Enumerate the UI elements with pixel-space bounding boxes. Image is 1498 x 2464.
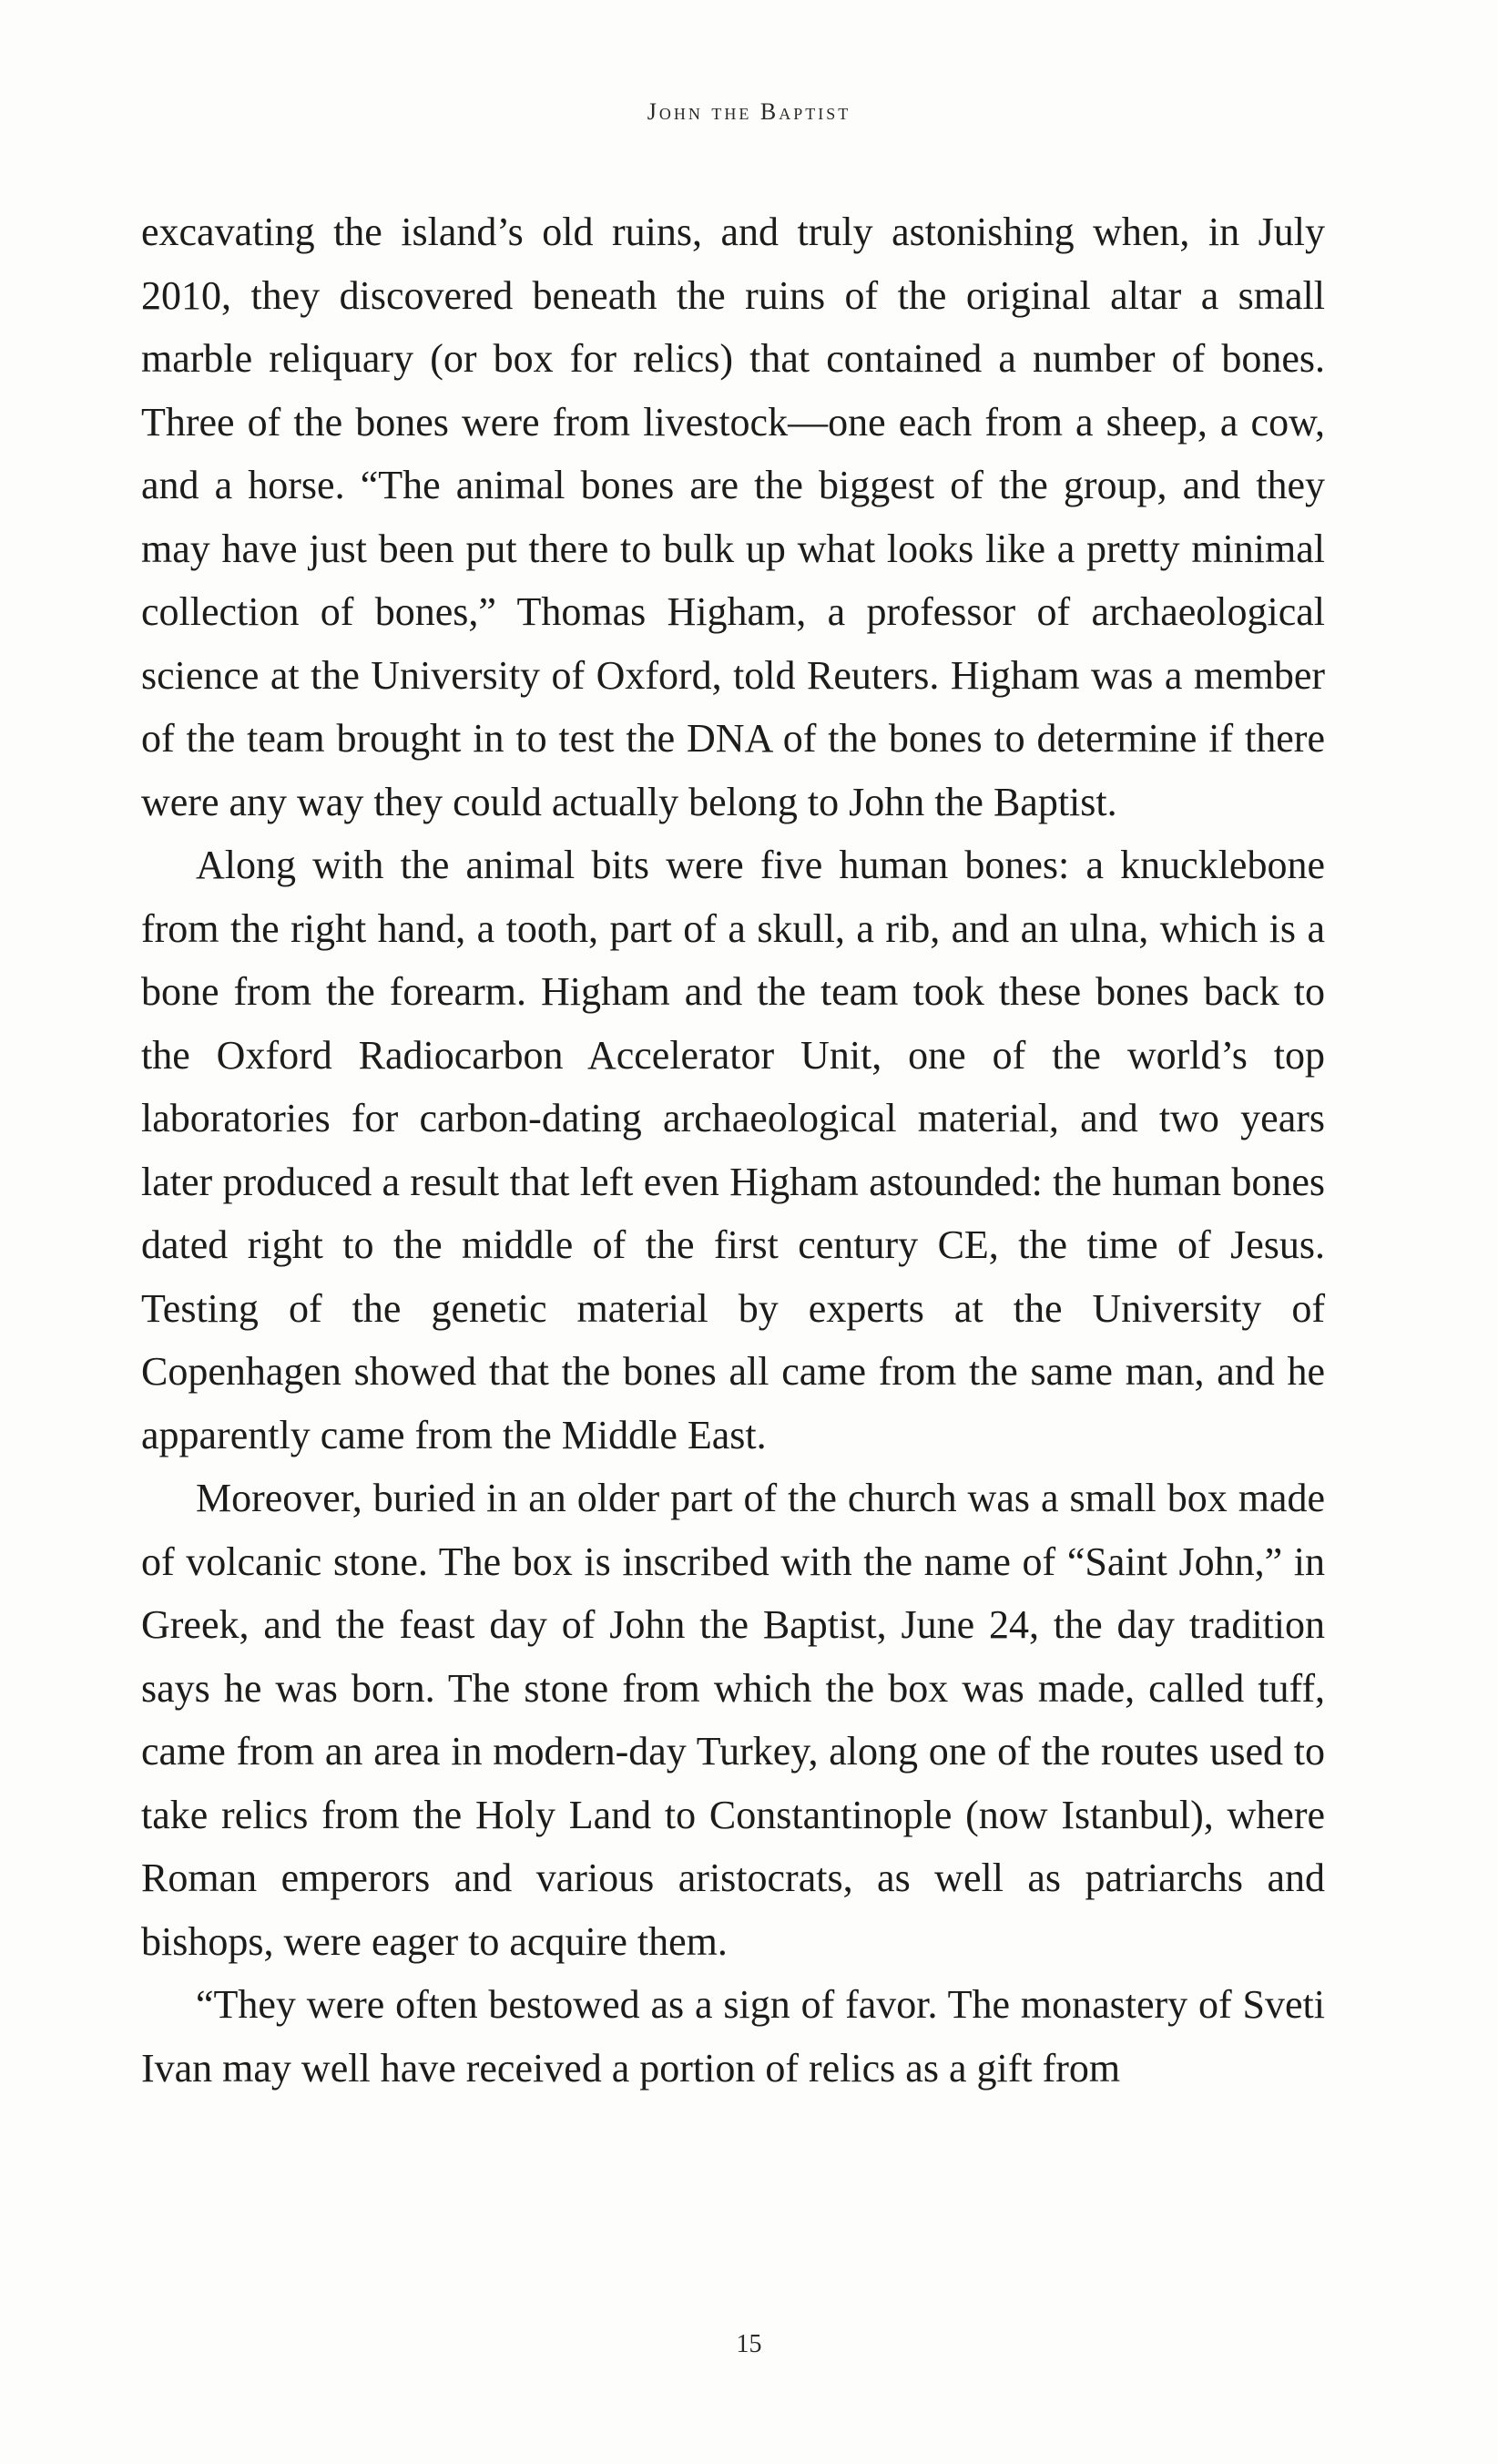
running-head: John the Baptist: [647, 98, 851, 125]
body-text: [141, 200, 1325, 2100]
paragraph: excavating the island’s old ruins, and truly astonishing when, in July 2010, they discovered beneath the ruins of the original altar a small marble reliquary (or box for relics) that contained a number of bones. Three of the bones were from livestock—one each from a sheep, a cow, and a horse. “The animal bones are the biggest of the group, and they may have just been put there to bulk up what looks like a pretty minimal collection of bones,” Thomas Higham, a professor of archaeological science at the University of Oxford, told Reuters. Higham was a member of the team brought in to test the DNA of the bones to determine if there were any way they could actually belong to John the Baptist.: [141, 210, 1325, 824]
page-number: 15: [736, 2330, 762, 2358]
paragraph: Along with the animal bits were five human bones: a knucklebone from the right hand, a tooth, part of a skull, a rib, and an ulna, which is a bone from the forearm. Higham and the team took these bones back to the Oxford Radiocarbon Accelerator Unit, one of the world’s top laboratories for carbon-dating archaeological material, and two years later produced a result that left even Higham astounded: the human bones dated right to the middle of the first century CE, the time of Jesus. Testing of the genetic material by experts at the University of Copenhagen showed that the bones all came from the same man, and he apparently came from the Middle East.: [141, 843, 1325, 1457]
paragraph: “They were often bestowed as a sign of favor. The monastery of Sveti Ivan may well have received a portion of relics as a gift from: [141, 1982, 1325, 2091]
paragraph: Moreover, buried in an older part of the church was a small box made of volcanic stone. The box is inscribed with the name of “Saint John,” in Greek, and the feast day of John the Baptist, June 24, the day tradition says he was born. The stone from which the box was made, called tuff, came from an area in modern-day Turkey, along one of the routes used to take relics from the Holy Land to Constantinople (now Istanbul), where Roman emperors and various aristocrats, as well as patriarchs and bishops, were eager to acquire them.: [141, 1476, 1325, 1964]
